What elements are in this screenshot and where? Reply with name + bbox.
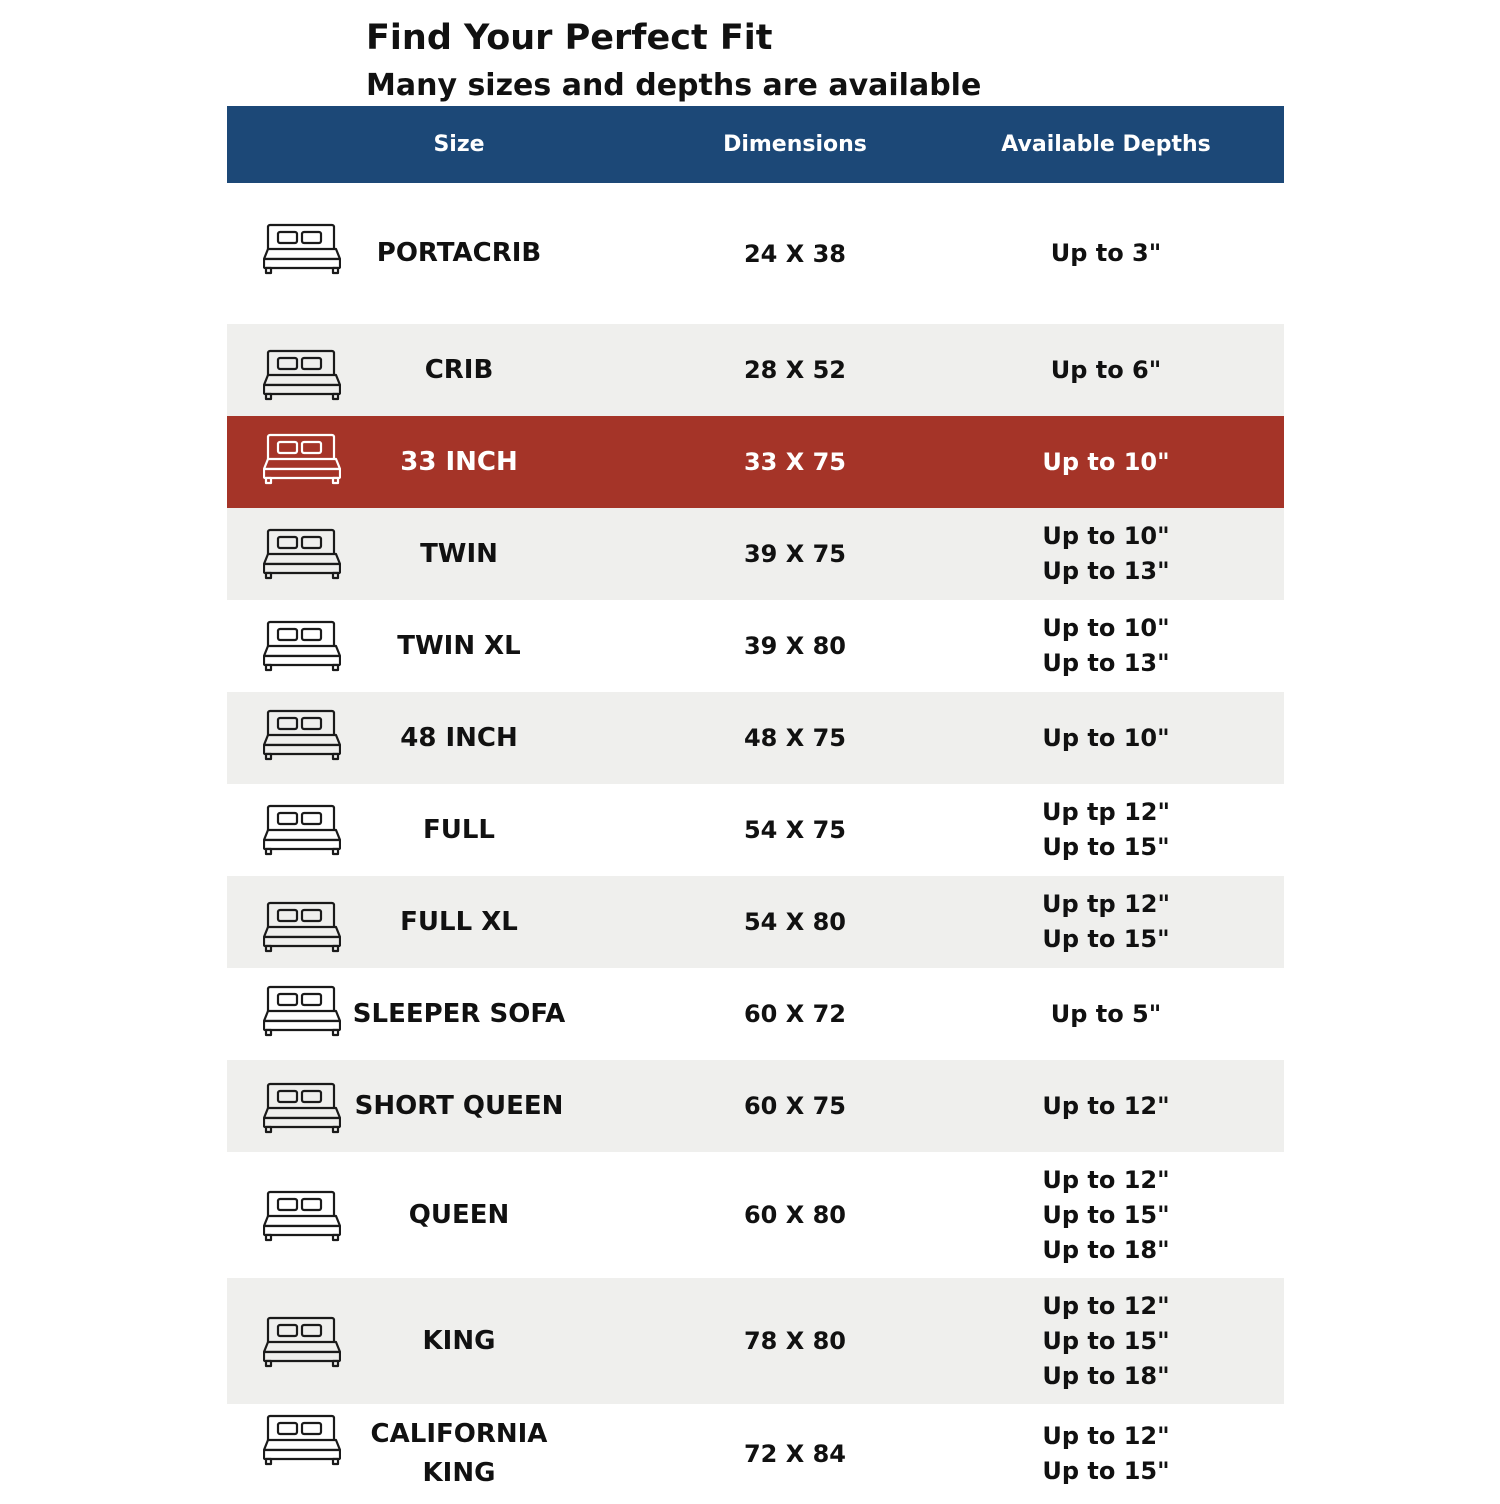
depth-option: Up to 10" (1042, 522, 1170, 550)
size-cell (327, 183, 591, 324)
depth-option: Up to 10" (1042, 447, 1170, 476)
size-label: CALIFORNIA (370, 1419, 548, 1449)
header-size: Size (433, 132, 485, 157)
size-cell (327, 968, 591, 1060)
dimensions-cell (671, 1060, 919, 1152)
depths-cell (987, 1060, 1225, 1152)
dimensions-label: 60 X 75 (743, 1092, 846, 1120)
size-cell (327, 784, 591, 876)
size-label: FULL XL (400, 906, 518, 937)
dimensions-cell (671, 508, 919, 600)
dimensions-label: 54 X 75 (743, 816, 846, 844)
depth-option: Up tp 12" (1042, 798, 1170, 826)
size-label: 33 INCH (400, 446, 518, 477)
size-cell (327, 876, 591, 968)
table-row (227, 416, 1284, 508)
depth-option: Up to 13" (1042, 557, 1170, 585)
dimensions-label: 60 X 72 (743, 1000, 846, 1028)
dimensions-cell (671, 1404, 919, 1504)
depth-option: Up to 12" (1042, 1165, 1170, 1194)
depths-cell (987, 1152, 1225, 1278)
table-row (227, 1060, 1284, 1152)
header-available-depths: Available Depths (1001, 132, 1211, 157)
dimensions-cell (671, 876, 919, 968)
depth-option: Up to 12" (1042, 1091, 1170, 1120)
page-title: Find Your Perfect Fit (366, 18, 773, 58)
depths-cell (987, 416, 1225, 508)
size-cell (327, 692, 591, 784)
size-cell (327, 508, 591, 600)
size-table (227, 106, 1284, 1504)
depth-option: Up to 15" (1042, 1457, 1170, 1485)
table-row (227, 183, 1284, 324)
size-cell (327, 416, 591, 508)
dimensions-label: 54 X 80 (743, 908, 846, 936)
depths-cell (987, 600, 1225, 692)
size-label: TWIN XL (397, 630, 521, 661)
depths-cell (987, 692, 1225, 784)
depths-cell (987, 968, 1225, 1060)
table-header (227, 106, 1284, 183)
depths-cell (987, 183, 1225, 324)
depth-option: Up to 12" (1042, 1422, 1170, 1450)
depth-option: Up to 15" (1042, 833, 1170, 861)
depths-cell (987, 784, 1225, 876)
size-label: KING (422, 1325, 496, 1356)
table-row (227, 968, 1284, 1060)
depth-option: Up to 15" (1042, 1326, 1170, 1355)
depth-option: Up to 3" (1050, 239, 1162, 267)
depth-option: Up to 5" (1050, 999, 1162, 1028)
dimensions-cell (671, 692, 919, 784)
header-dimensions: Dimensions (723, 132, 867, 157)
size-cell (327, 1278, 591, 1404)
dimensions-cell (671, 1152, 919, 1278)
dimensions-label: 60 X 80 (743, 1201, 846, 1229)
depth-option: Up to 15" (1042, 1200, 1170, 1229)
table-row (227, 1404, 1284, 1504)
size-cell (327, 324, 591, 416)
depth-option: Up to 13" (1042, 649, 1170, 677)
depths-cell (987, 1404, 1225, 1504)
dimensions-label: 39 X 75 (743, 540, 846, 568)
table-row (227, 876, 1284, 968)
depth-option: Up to 6" (1050, 355, 1162, 384)
depth-option: Up to 15" (1042, 925, 1170, 953)
table-row (227, 784, 1284, 876)
depth-option: Up to 10" (1042, 723, 1170, 752)
table-row (227, 692, 1284, 784)
size-label: PORTACRIB (376, 238, 542, 268)
table-body (227, 183, 1284, 1504)
size-cell (327, 600, 591, 692)
depths-cell (987, 508, 1225, 600)
size-label: 48 INCH (400, 722, 518, 753)
size-cell (327, 1404, 591, 1504)
table-row (227, 600, 1284, 692)
table-row (227, 1278, 1284, 1404)
depths-cell (987, 324, 1225, 416)
size-cell (327, 1060, 591, 1152)
size-label: KING (422, 1458, 496, 1488)
dimensions-label: 24 X 38 (743, 239, 846, 268)
size-label: CRIB (424, 354, 494, 385)
size-label: SHORT QUEEN (354, 1090, 564, 1121)
depth-option: Up to 18" (1042, 1235, 1170, 1264)
dimensions-label: 48 X 75 (743, 724, 846, 752)
depth-option: Up to 18" (1042, 1361, 1170, 1390)
dimensions-cell (671, 600, 919, 692)
depths-cell (987, 1278, 1225, 1404)
depths-cell (987, 876, 1225, 968)
dimensions-cell (671, 324, 919, 416)
dimensions-label: 33 X 75 (743, 448, 846, 476)
depth-option: Up to 12" (1042, 1291, 1170, 1320)
size-label: TWIN (420, 538, 498, 569)
depth-option: Up tp 12" (1042, 890, 1170, 918)
table-row (227, 508, 1284, 600)
size-cell (327, 1152, 591, 1278)
table-row (227, 324, 1284, 416)
depth-option: Up to 10" (1042, 614, 1170, 642)
dimensions-label: 78 X 80 (743, 1327, 846, 1355)
size-label: SLEEPER SOFA (352, 998, 566, 1029)
size-label: FULL (422, 814, 495, 845)
dimensions-cell (671, 784, 919, 876)
dimensions-cell (671, 968, 919, 1060)
size-label: QUEEN (408, 1199, 510, 1230)
table-row (227, 1152, 1284, 1278)
dimensions-label: 72 X 84 (743, 1440, 846, 1468)
dimensions-label: 28 X 52 (743, 356, 846, 384)
dimensions-cell (671, 183, 919, 324)
dimensions-label: 39 X 80 (743, 632, 846, 660)
dimensions-cell (671, 1278, 919, 1404)
dimensions-cell (671, 416, 919, 508)
page-subtitle: Many sizes and depths are available (366, 68, 982, 103)
